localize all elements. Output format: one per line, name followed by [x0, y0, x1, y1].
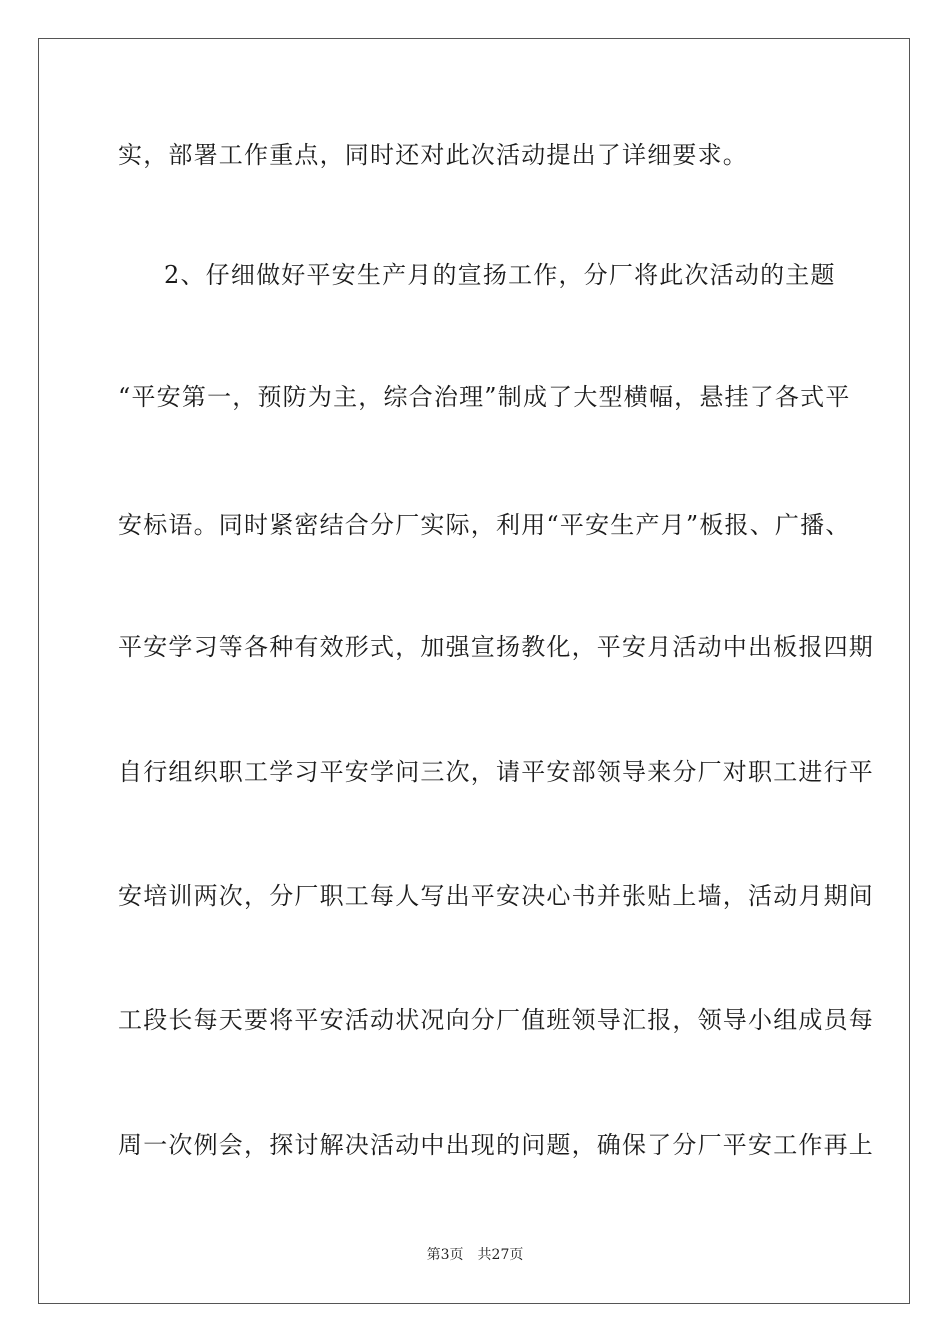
text-line: “平安第一，预防为主，综合治理”制成了大型横幅，悬挂了各式平 — [118, 383, 851, 411]
text-line: 平安学习等各种有效形式，加强宣扬教化，平安月活动中出板报四期 — [118, 633, 874, 661]
text-line: 周一次例会，探讨解决活动中出现的问题，确保了分厂平安工作再上 — [118, 1131, 874, 1159]
paragraph-start-line: 2、仔细做好平安生产月的宣扬工作，分厂将此次活动的主题 — [164, 261, 836, 289]
text-line: 安培训两次，分厂职工每人写出平安决心书并张贴上墙，活动月期间 — [118, 882, 874, 910]
text-line: 安标语。同时紧密结合分厂实际，利用“平安生产月”板报、广播、 — [118, 511, 851, 539]
text-line: 工段长每天要将平安活动状况向分厂值班领导汇报，领导小组成员每 — [118, 1006, 874, 1034]
page-footer — [0, 1246, 950, 1264]
page-number: 第3页 — [426, 1247, 464, 1263]
total-pages: 共27页 — [477, 1247, 524, 1263]
text-line: 自行组织职工学习平安学问三次，请平安部领导来分厂对职工进行平 — [118, 758, 874, 786]
page-border — [38, 38, 910, 1304]
text-line: 实，部署工作重点，同时还对此次活动提出了详细要求。 — [118, 141, 748, 169]
